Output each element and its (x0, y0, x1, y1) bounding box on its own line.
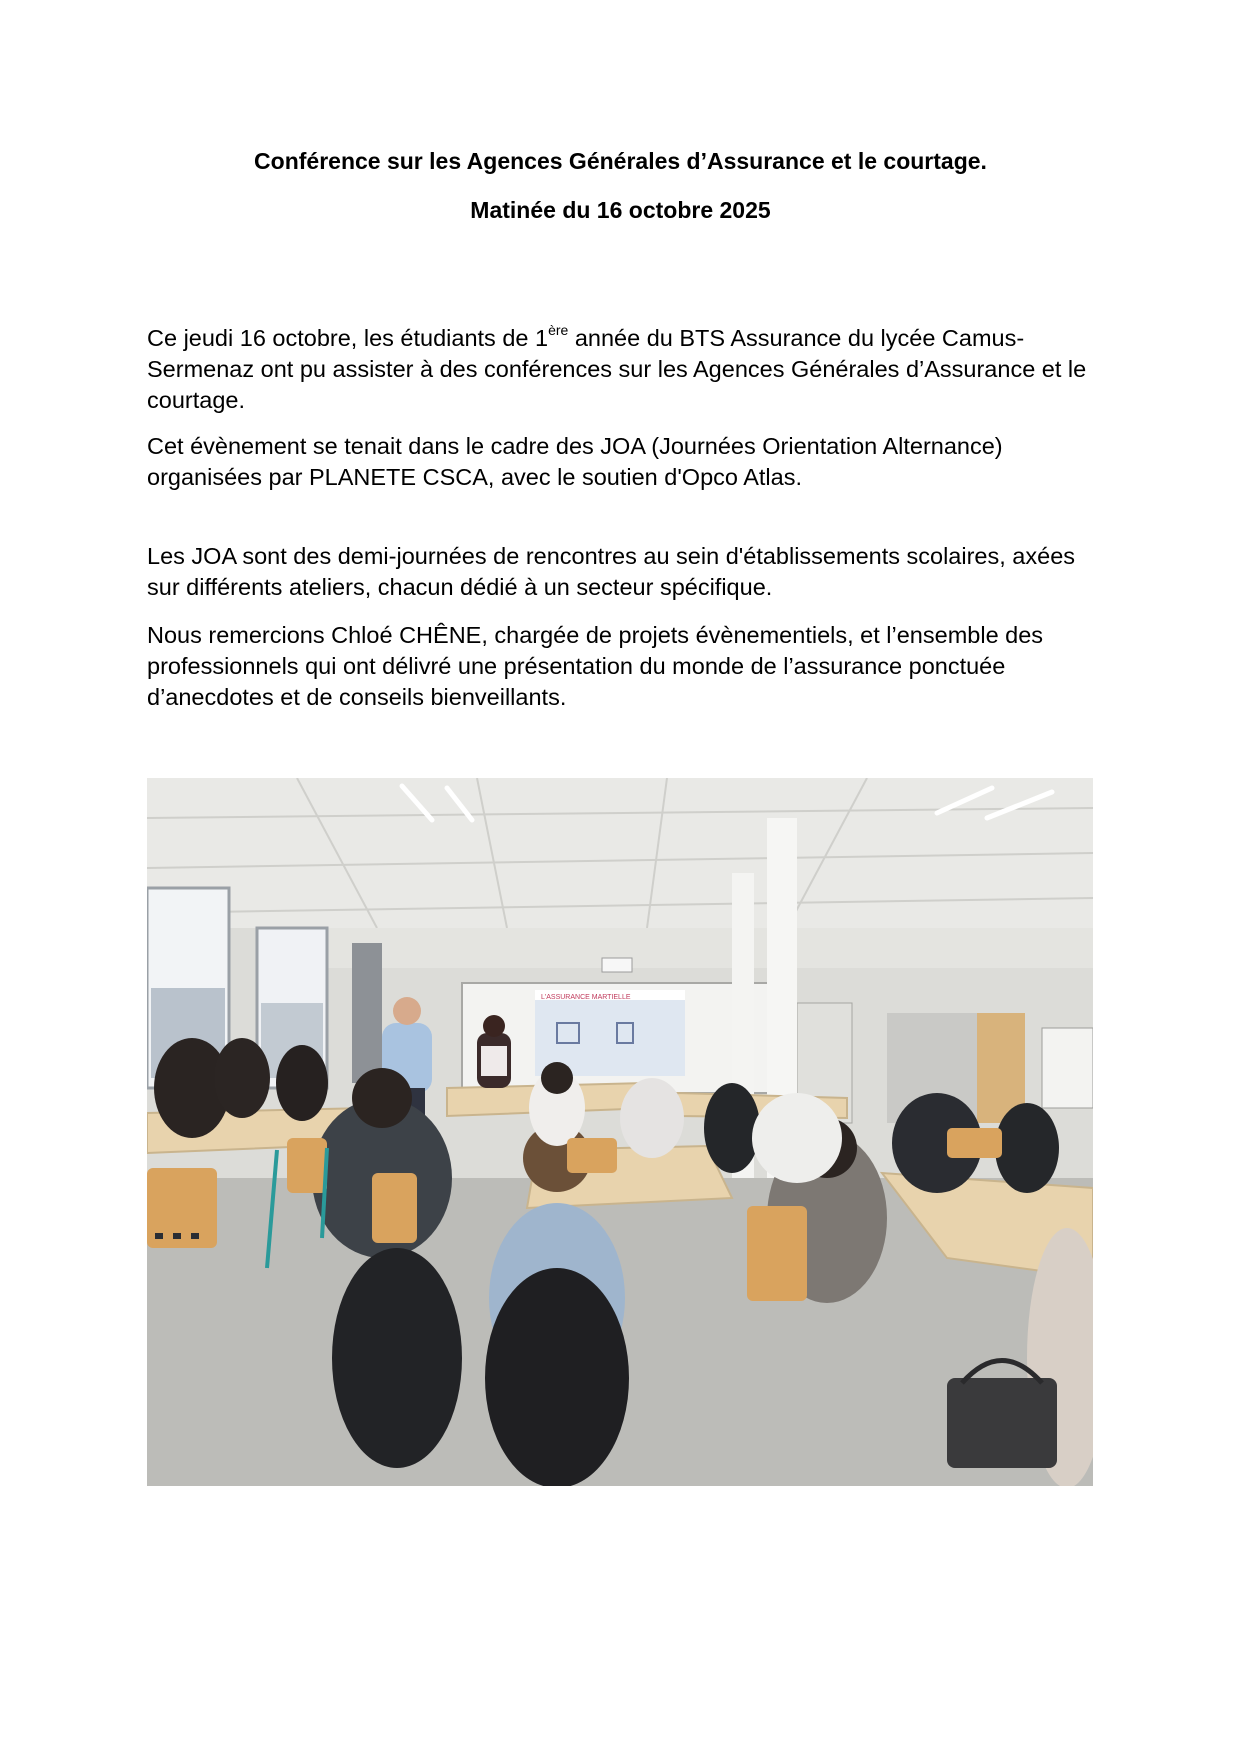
page-title: Conférence sur les Agences Générales d’Assurance et le courtage. (254, 148, 987, 174)
paragraph-joa-definition: Les JOA sont des demi-journées de rencontres au sein d'établissements scolaires, axées sur différents ateliers, chacun dédié à un secteur spécifique. (147, 543, 1076, 600)
handbag (947, 1378, 1057, 1468)
projector (602, 958, 632, 972)
paragraph-intro-start: Ce jeudi 16 octobre, les étudiants de 1 (147, 325, 549, 351)
paragraph-intro (147, 323, 1107, 416)
paragraph-thanks: Nous remercions Chloé CHÊNE, chargée de projets évènementiels, et l’ensemble des professionnels qui ont délivré une présentation du monde de l’assurance ponctuée d’anecdotes et de conseils bienveillants. (147, 622, 1044, 710)
paragraph-intro-end: année du BTS Assurance du lycée Camus-Sermenaz ont pu assister à des conférences sur les Agences Générales d’Assurance et le courtage. (147, 325, 1087, 413)
chair-holes (155, 1233, 199, 1239)
page-subtitle: Matinée du 16 octobre 2025 (470, 197, 771, 223)
paragraph-event-context: Cet évènement se tenait dans le cadre des JOA (Journées Orientation Alternance) organisées par PLANETE CSCA, avec le soutien d'Opco Atlas. (147, 433, 1003, 490)
classroom-photo (147, 778, 1093, 1486)
screen-heading: L'ASSURANCE MARTIELLE (541, 994, 631, 1001)
superscript-ere: ère (548, 322, 569, 339)
